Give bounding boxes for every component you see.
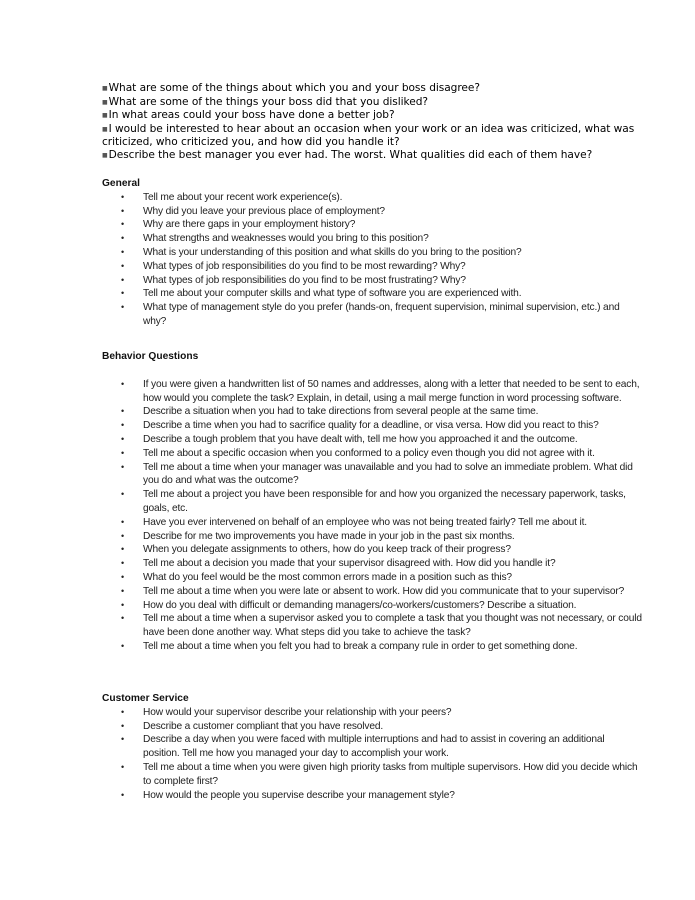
question-text: What types of job responsibilities do you find to be most frustrating? Why? (143, 274, 466, 286)
question-text: What types of job responsibilities do you find to be most rewarding? Why? (143, 260, 466, 272)
question-text: How do you deal with difficult or demanding managers/co-workers/customers? Describe a situation. (143, 599, 577, 611)
bullet-icon: ■ (102, 98, 108, 106)
bullet-icon: • (121, 640, 125, 651)
general-question-list (102, 191, 642, 329)
question-text: What do you feel would be the most common errors made in a position such as this? (143, 571, 512, 583)
bullet-icon: • (121, 191, 125, 202)
list-item (102, 205, 642, 219)
bullet-icon: ■ (102, 151, 108, 159)
list-item (102, 232, 642, 246)
bullet-icon: • (121, 720, 125, 731)
bullet-icon: • (121, 406, 125, 417)
list-item (102, 543, 642, 557)
question-text: Tell me about your recent work experience(s). (143, 191, 343, 203)
list-item (102, 761, 642, 789)
question-text: Have you ever intervened on behalf of an employee who was not being treated fairly? Tell me about it. (143, 516, 587, 528)
list-item (102, 378, 642, 406)
list-item (102, 191, 642, 205)
bullet-icon: • (121, 571, 125, 582)
question-text: Tell me about a specific occasion when you conformed to a policy even though you did not agree with it. (143, 447, 595, 459)
list-item (102, 557, 642, 571)
intro-question-list (102, 82, 642, 163)
bullet-icon: • (121, 260, 125, 271)
bullet-icon: • (121, 378, 125, 389)
intro-question: ■In what areas could your boss have done a better job? (102, 109, 395, 122)
bullet-icon: • (121, 530, 125, 541)
question-text: Why did you leave your previous place of employment? (143, 205, 385, 217)
intro-question: ■What are some of the things about which you and your boss disagree? (102, 82, 480, 94)
general-section (102, 177, 642, 329)
question-text: Describe for me two improvements you have made in your job in the past six months. (143, 530, 515, 542)
list-item (102, 274, 642, 288)
list-item (102, 461, 642, 489)
question-text: Tell me about a time when a supervisor asked you to complete a task that you thought was not necessary, or could have been done another way. What steps did you take to achieve the task? (143, 613, 642, 639)
bullet-icon: ■ (102, 125, 108, 133)
list-item (102, 260, 642, 274)
bullet-icon: • (121, 789, 125, 800)
section-heading: General (102, 178, 140, 189)
list-item (102, 599, 642, 613)
bullet-icon: • (121, 734, 125, 745)
bullet-icon: • (121, 585, 125, 596)
list-item (102, 720, 642, 734)
question-text: Tell me about a time when your manager was unavailable and you had to solve an immediate problem. What did you do and what was the outcome? (143, 461, 633, 487)
question-text: What is your understanding of this position and what skills do you bring to the position? (143, 246, 522, 258)
list-item (102, 433, 642, 447)
intro-question: ■I would be interested to hear about an occasion when your work or an idea was criticized, what was criticized, who criticized you, and how did you handle it? (102, 122, 635, 149)
list-item (102, 218, 642, 232)
bullet-icon: • (121, 274, 125, 285)
bullet-icon: • (121, 544, 125, 555)
bullet-icon: • (121, 302, 125, 313)
question-text: Describe a tough problem that you have dealt with, tell me how you approached it and the outcome. (143, 433, 578, 445)
list-item (102, 516, 642, 530)
bullet-icon: • (121, 558, 125, 569)
question-text: Tell me about your computer skills and what type of software you are experienced with. (143, 288, 522, 300)
bullet-icon: • (121, 706, 125, 717)
bullet-icon: • (121, 613, 125, 624)
list-item (102, 640, 642, 654)
section-heading: Customer Service (102, 693, 189, 704)
customer-service-question-list (102, 706, 642, 803)
customer-service-section (102, 692, 642, 802)
bullet-icon: • (121, 489, 125, 500)
bullet-icon: ■ (102, 85, 108, 92)
list-item (102, 447, 642, 461)
behavior-section (102, 350, 642, 654)
bullet-icon: • (121, 433, 125, 444)
question-text: Describe a day when you were faced with multiple interruptions and had to assist in covering an additional position. Tell me how you managed your day to accomplish your work. (143, 734, 605, 760)
bullet-icon: • (121, 246, 125, 257)
list-item (102, 405, 642, 419)
list-item (102, 419, 642, 433)
question-text: Tell me about a time when you were late or absent to work. How did you communicate that to your supervisor? (143, 585, 625, 597)
section-heading: Behavior Questions (102, 351, 199, 362)
bullet-icon: • (121, 461, 125, 472)
question-text: Tell me about a project you have been responsible for and how you organized the necessary paperwork, tasks, goals, etc. (143, 489, 626, 514)
list-item (102, 301, 642, 329)
list-item (102, 789, 642, 803)
question-text: Tell me about a decision you made that your supervisor disagreed with. How did you handle it? (143, 558, 556, 570)
bullet-icon: • (121, 516, 125, 527)
list-item (102, 706, 642, 720)
question-text: If you were given a handwritten list of 50 names and addresses, along with a letter that needed to be sent to each, how would you complete the task? Explain, in detail, using a mail merge function in word processing software. (143, 378, 640, 404)
question-text: How would your supervisor describe your relationship with your peers? (143, 706, 452, 718)
list-item (102, 571, 642, 585)
question-text: Describe a situation when you had to take directions from several people at the same time. (143, 406, 539, 418)
bullet-icon: • (121, 288, 125, 299)
bullet-icon: ■ (102, 112, 108, 120)
bullet-icon: • (121, 761, 125, 772)
question-text: Why are there gaps in your employment history? (143, 219, 356, 231)
question-text: What type of management style do you prefer (hands-on, frequent supervision, minimal supervision, etc.) and why? (143, 302, 620, 327)
bullet-icon: • (121, 447, 125, 458)
question-text: When you delegate assignments to others, how do you keep track of their progress? (143, 544, 511, 556)
behavior-question-list (102, 378, 642, 654)
bullet-icon: • (121, 599, 125, 610)
question-text: Tell me about a time when you were given high priority tasks from multiple supervisors. How did you decide which to complete first? (143, 761, 638, 787)
bullet-icon: • (121, 420, 125, 431)
list-item (102, 287, 642, 301)
bullet-icon: • (121, 205, 125, 216)
question-text: Describe a time when you had to sacrifice quality for a deadline, or visa versa. How did you react to this? (143, 420, 599, 432)
question-text: What strengths and weaknesses would you bring to this position? (143, 233, 429, 245)
question-text: How would the people you supervise describe your management style? (143, 789, 455, 801)
list-item (102, 612, 642, 640)
intro-question: ■Describe the best manager you ever had. The worst. What qualities did each of them have? (102, 148, 593, 161)
question-text: Tell me about a time when you felt you had to break a company rule in order to get something done. (143, 640, 578, 652)
bullet-icon: • (121, 233, 125, 244)
list-item (102, 585, 642, 599)
list-item (102, 488, 642, 516)
list-item (102, 733, 642, 761)
list-item (102, 530, 642, 544)
question-text: Describe a customer compliant that you have resolved. (143, 720, 384, 732)
list-item (102, 246, 642, 260)
bullet-icon: • (121, 219, 125, 230)
intro-question: ■What are some of the things your boss did that you disliked? (102, 95, 428, 108)
